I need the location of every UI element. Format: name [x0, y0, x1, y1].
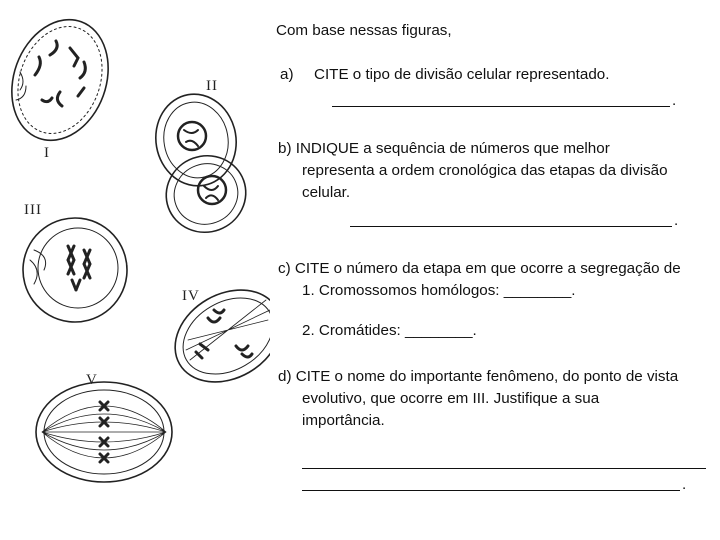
- question-a-text: CITE o tipo de divisão celular representado.: [313, 66, 610, 83]
- question-c-item-1: 1. Cromossomos homólogos: ________.: [302, 282, 576, 299]
- answer-line-d-2: [302, 490, 680, 491]
- figure-label-iv: IV: [182, 288, 200, 304]
- question-c-line-1: c) CITE o número da etapa em que ocorre a segregação de: [278, 260, 681, 277]
- answer-d-period: .: [682, 476, 687, 493]
- answer-line-d-1: [302, 468, 706, 469]
- figure-label-i: I: [44, 145, 50, 161]
- question-b-line-3: celular.: [302, 184, 351, 201]
- cell-iii-drawing: [11, 206, 138, 333]
- question-d-line-2: evolutivo, que ocorre em III. Justifique a sua: [302, 390, 600, 407]
- figure-label-ii: II: [206, 78, 218, 94]
- question-a: [280, 64, 609, 86]
- intro-text: Com base nessas figuras,: [276, 22, 452, 39]
- answer-b-period: .: [674, 212, 679, 229]
- cell-v-drawing: [36, 382, 172, 482]
- cell-drawings: [0, 0, 270, 540]
- figure-label-v: V: [86, 372, 98, 388]
- question-b-line-2: representa a ordem cronológica das etapas da divisão: [302, 162, 668, 179]
- answer-line-b: [350, 226, 672, 227]
- cell-i-drawing: [0, 6, 124, 154]
- question-a-marker: a): [280, 66, 294, 83]
- figure-label-iii: III: [24, 202, 42, 218]
- answer-line-a: [332, 106, 670, 107]
- cell-division-figures: [0, 0, 270, 540]
- question-d-line-3: importância.: [302, 412, 385, 429]
- cell-ii-drawing: [149, 88, 257, 244]
- question-c-item-2: 2. Cromátides: ________.: [302, 322, 477, 339]
- question-b-line-1: b) INDIQUE a sequência de números que melhor: [278, 140, 610, 157]
- question-d-line-1: d) CITE o nome do importante fenômeno, do ponto de vista: [278, 368, 679, 385]
- answer-a-period: .: [672, 92, 677, 109]
- cell-iv-drawing: [159, 272, 270, 401]
